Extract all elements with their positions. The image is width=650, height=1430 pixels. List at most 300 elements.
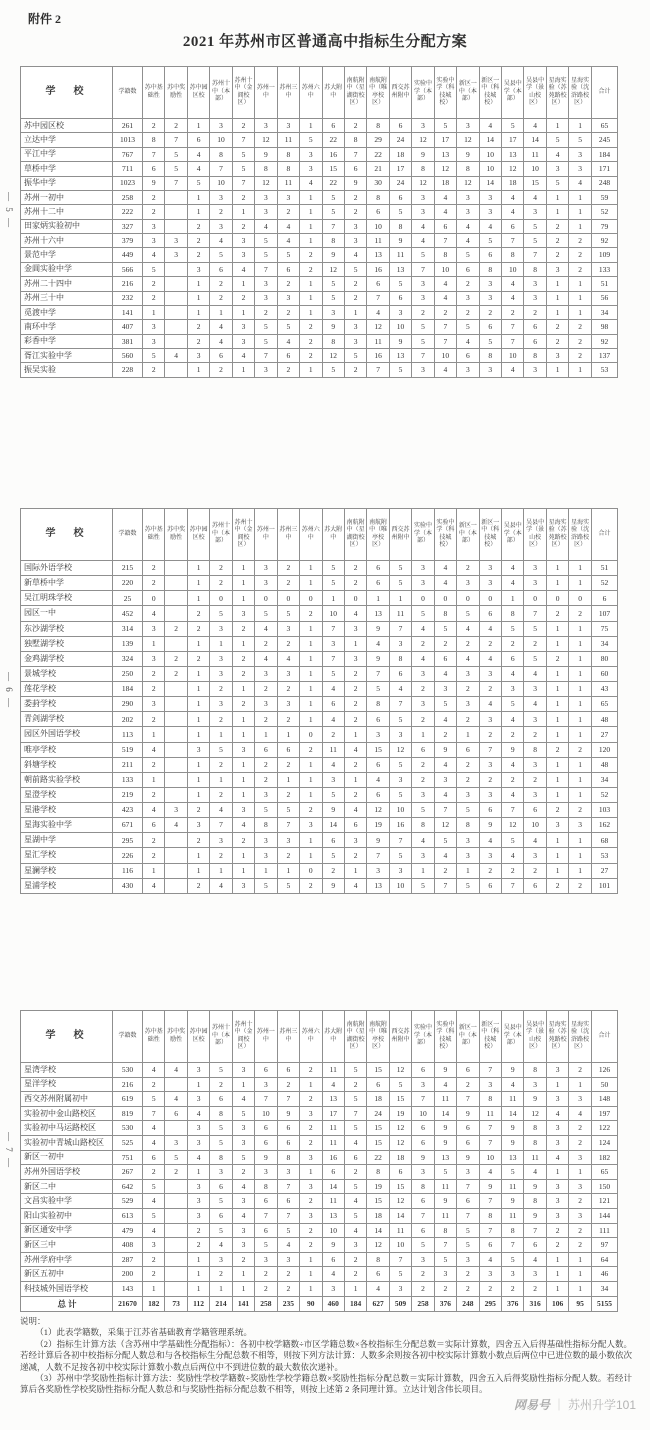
table-row — [21, 277, 618, 291]
value-cell: 5 — [210, 1063, 232, 1078]
value-cell: 2 — [277, 305, 299, 319]
value-cell: 11 — [322, 1194, 344, 1209]
column-header: 苏中奖励性 — [165, 67, 187, 119]
value-cell: 613 — [113, 1208, 143, 1223]
value-cell: 1013 — [113, 133, 143, 147]
value-cell: 7 — [143, 147, 165, 161]
value-cell: 112 — [187, 1296, 209, 1312]
value-cell: 1 — [569, 119, 592, 133]
value-cell: 250 — [113, 666, 143, 681]
value-cell — [165, 1238, 187, 1253]
value-cell: 5 — [569, 133, 592, 147]
value-cell: 1 — [300, 363, 322, 378]
value-cell: 184 — [113, 682, 143, 697]
value-cell: 2 — [344, 1165, 366, 1180]
value-cell: 4 — [434, 712, 456, 727]
value-cell: 7 — [457, 1092, 479, 1107]
value-cell: 1 — [300, 1281, 322, 1296]
value-cell: 3 — [524, 561, 546, 576]
value-cell: 3 — [143, 1238, 165, 1253]
value-cell: 2 — [524, 1281, 546, 1296]
value-cell: 3 — [524, 848, 546, 863]
school-name-cell: 新区通安中学 — [21, 1223, 113, 1238]
value-cell: 3 — [232, 334, 254, 348]
value-cell: 3 — [457, 1252, 479, 1267]
value-cell: 8 — [479, 1092, 501, 1107]
column-header: 星海实验（苏苑路校区） — [546, 509, 568, 561]
value-cell: 11 — [277, 133, 299, 147]
header-row — [21, 509, 618, 561]
value-cell: 3 — [300, 818, 322, 833]
value-cell: 1 — [232, 591, 254, 606]
value-cell: 13 — [502, 147, 524, 161]
value-cell: 4 — [165, 1063, 187, 1078]
column-header: 苏中奖励性 — [165, 1011, 187, 1063]
watermark-divider: ｜ — [552, 1398, 565, 1412]
value-cell: 5 — [322, 363, 344, 378]
column-header: 新区一中（本部） — [457, 509, 479, 561]
school-name-cell: 阳山实验初中 — [21, 1208, 113, 1223]
value-cell: 530 — [113, 1063, 143, 1078]
value-cell: 216 — [113, 277, 143, 291]
value-cell: 4 — [255, 651, 277, 666]
value-cell: 95 — [569, 1296, 592, 1312]
value-cell: 5 — [344, 1063, 366, 1078]
value-cell: 9 — [322, 248, 344, 262]
value-cell: 1 — [300, 1077, 322, 1092]
value-cell: 3 — [322, 305, 344, 319]
column-header-school: 学 校 — [21, 1011, 113, 1063]
value-cell: 4 — [210, 234, 232, 248]
table-row — [21, 666, 618, 681]
value-cell: 109 — [592, 248, 618, 262]
value-cell: 17 — [434, 133, 456, 147]
value-cell: 3 — [232, 606, 254, 621]
table-row — [21, 162, 618, 176]
value-cell: 1 — [210, 305, 232, 319]
value-cell: 5 — [277, 606, 299, 621]
value-cell: 11 — [434, 1208, 456, 1223]
value-cell: 15 — [367, 742, 389, 757]
value-cell: 184 — [344, 1296, 366, 1312]
value-cell: 12 — [389, 1121, 411, 1136]
value-cell: 3 — [479, 363, 501, 378]
value-cell: 4 — [232, 1179, 254, 1194]
value-cell: 2 — [187, 219, 209, 233]
value-cell: 5 — [389, 1267, 411, 1282]
value-cell: 2 — [210, 787, 232, 802]
value-cell: 15 — [367, 1135, 389, 1150]
value-cell: 12 — [434, 162, 456, 176]
value-cell: 2 — [524, 727, 546, 742]
column-header: 新区一中（本部） — [457, 67, 479, 119]
value-cell: 9 — [479, 1179, 501, 1194]
value-cell: 4 — [479, 621, 501, 636]
quota-table-2 — [20, 508, 618, 894]
value-cell: 5 — [255, 606, 277, 621]
value-cell: 4 — [277, 234, 299, 248]
value-cell: 5 — [344, 349, 366, 363]
value-cell: 6 — [277, 1194, 299, 1209]
value-cell: 3 — [412, 697, 434, 712]
value-cell: 4 — [479, 1252, 501, 1267]
value-cell: 34 — [592, 305, 618, 319]
column-header: 苏州一中 — [255, 67, 277, 119]
value-cell: 2 — [569, 349, 592, 363]
value-cell: 5 — [502, 697, 524, 712]
value-cell: 10 — [479, 1150, 501, 1165]
value-cell: 1 — [569, 712, 592, 727]
value-cell: 6 — [479, 320, 501, 334]
value-cell: 12 — [322, 262, 344, 276]
value-cell: 7 — [502, 1238, 524, 1253]
table-row — [21, 606, 618, 621]
value-cell: 3 — [479, 190, 501, 204]
value-cell: 3 — [524, 712, 546, 727]
value-cell: 1 — [277, 727, 299, 742]
value-cell: 3 — [255, 1077, 277, 1092]
value-cell: 0 — [434, 591, 456, 606]
value-cell: 7 — [367, 848, 389, 863]
table-row — [21, 651, 618, 666]
value-cell: 11 — [502, 1208, 524, 1223]
value-cell: 5 — [434, 621, 456, 636]
value-cell: 211 — [113, 757, 143, 772]
value-cell: 12 — [255, 133, 277, 147]
value-cell: 2 — [300, 1238, 322, 1253]
value-cell: 4 — [367, 305, 389, 319]
value-cell: 5 — [412, 1238, 434, 1253]
value-cell: 3 — [479, 1267, 501, 1282]
value-cell: 3 — [546, 1179, 568, 1194]
value-cell: 200 — [113, 1267, 143, 1282]
value-cell: 9 — [434, 1063, 456, 1078]
value-cell: 6 — [344, 818, 366, 833]
school-name-cell: 朝前路实验学校 — [21, 772, 113, 787]
value-cell: 4 — [143, 1223, 165, 1238]
value-cell: 8 — [277, 162, 299, 176]
value-cell: 27 — [592, 863, 618, 878]
value-cell: 11 — [389, 606, 411, 621]
value-cell: 3 — [187, 1179, 209, 1194]
value-cell: 7 — [434, 320, 456, 334]
value-cell: 3 — [479, 205, 501, 219]
value-cell: 228 — [113, 363, 143, 378]
value-cell: 2 — [344, 697, 366, 712]
value-cell: 13 — [389, 262, 411, 276]
column-header: 新区一中（本部） — [457, 1011, 479, 1063]
value-cell: 4 — [165, 1092, 187, 1107]
value-cell: 3 — [300, 1208, 322, 1223]
value-cell: 22 — [367, 147, 389, 161]
value-cell: 3 — [210, 621, 232, 636]
value-cell: 2 — [143, 682, 165, 697]
value-cell: 2 — [210, 561, 232, 576]
value-cell: 6 — [255, 1194, 277, 1209]
value-cell: 2 — [255, 682, 277, 697]
value-cell: 6 — [277, 262, 299, 276]
value-cell: 15 — [322, 162, 344, 176]
value-cell: 4 — [322, 757, 344, 772]
table-row — [21, 291, 618, 305]
value-cell: 3 — [143, 320, 165, 334]
value-cell: 5 — [389, 848, 411, 863]
value-cell: 1 — [232, 787, 254, 802]
school-name-cell: 总计 — [21, 1296, 113, 1312]
value-cell: 25 — [113, 591, 143, 606]
column-header: 苏中园区校 — [187, 1011, 209, 1063]
value-cell: 3 — [479, 787, 501, 802]
value-cell: 1 — [300, 219, 322, 233]
value-cell: 3 — [479, 757, 501, 772]
value-cell: 10 — [524, 162, 546, 176]
value-cell: 7 — [524, 248, 546, 262]
value-cell: 9 — [367, 833, 389, 848]
value-cell: 7 — [277, 1208, 299, 1223]
value-cell: 3 — [412, 666, 434, 681]
value-cell: 5 — [210, 742, 232, 757]
value-cell: 2 — [412, 1267, 434, 1282]
value-cell: 3 — [165, 248, 187, 262]
column-header: 苏大附中 — [322, 1011, 344, 1063]
value-cell: 6 — [457, 1194, 479, 1209]
school-name-cell: 国际外语学校 — [21, 561, 113, 576]
column-header: 吴县中学（本部） — [502, 67, 524, 119]
value-cell: 1 — [187, 1165, 209, 1180]
value-cell: 11 — [322, 742, 344, 757]
value-cell: 5 — [457, 878, 479, 893]
value-cell: 4 — [232, 1092, 254, 1107]
value-cell: 4 — [367, 772, 389, 787]
value-cell — [165, 1121, 187, 1136]
value-cell: 5 — [389, 787, 411, 802]
school-name-cell: 苏州十六中 — [21, 234, 113, 248]
value-cell: 10 — [479, 162, 501, 176]
value-cell: 3 — [277, 291, 299, 305]
school-name-cell: 金鸡湖学校 — [21, 651, 113, 666]
value-cell: 7 — [255, 1208, 277, 1223]
value-cell: 5 — [389, 576, 411, 591]
value-cell: 287 — [113, 1252, 143, 1267]
value-cell: 8 — [524, 262, 546, 276]
value-cell: 1 — [232, 277, 254, 291]
value-cell: 116 — [113, 863, 143, 878]
value-cell: 3 — [165, 1135, 187, 1150]
value-cell: 3 — [187, 818, 209, 833]
value-cell: 6 — [479, 878, 501, 893]
value-cell: 5155 — [592, 1296, 618, 1312]
value-cell: 8 — [277, 147, 299, 161]
value-cell: 8 — [367, 119, 389, 133]
value-cell: 11 — [502, 1179, 524, 1194]
value-cell: 9 — [412, 147, 434, 161]
value-cell: 6 — [592, 591, 618, 606]
school-name-cell: 星澜学校 — [21, 863, 113, 878]
value-cell: 4 — [322, 1267, 344, 1282]
value-cell: 2 — [277, 576, 299, 591]
value-cell: 408 — [113, 1238, 143, 1253]
value-cell: 5 — [210, 606, 232, 621]
value-cell: 1 — [569, 561, 592, 576]
value-cell: 4 — [434, 848, 456, 863]
value-cell: 12 — [389, 1063, 411, 1078]
value-cell: 184 — [592, 147, 618, 161]
value-cell: 4 — [344, 606, 366, 621]
value-cell: 6 — [434, 651, 456, 666]
value-cell: 22 — [322, 176, 344, 190]
value-cell: 11 — [322, 1135, 344, 1150]
value-cell: 24 — [389, 133, 411, 147]
value-cell: 4 — [210, 320, 232, 334]
value-cell: 3 — [412, 561, 434, 576]
value-cell: 1 — [187, 363, 209, 378]
value-cell: 2 — [232, 291, 254, 305]
value-cell: 3 — [232, 234, 254, 248]
table-row — [21, 1238, 618, 1253]
value-cell: 1 — [569, 666, 592, 681]
value-cell: 6 — [187, 133, 209, 147]
value-cell: 5 — [165, 162, 187, 176]
value-cell: 4 — [187, 1150, 209, 1165]
value-cell: 1 — [232, 1267, 254, 1282]
value-cell: 5 — [389, 561, 411, 576]
value-cell: 4 — [300, 176, 322, 190]
value-cell: 2 — [210, 757, 232, 772]
value-cell: 2 — [479, 727, 501, 742]
value-cell: 6 — [277, 1121, 299, 1136]
value-cell: 2 — [479, 305, 501, 319]
value-cell: 126 — [592, 1063, 618, 1078]
value-cell: 1 — [569, 848, 592, 863]
value-cell: 3 — [210, 219, 232, 233]
value-cell: 4 — [524, 1252, 546, 1267]
value-cell: 4 — [412, 621, 434, 636]
value-cell: 2 — [255, 1281, 277, 1296]
value-cell: 162 — [592, 818, 618, 833]
value-cell: 6 — [367, 787, 389, 802]
value-cell: 1 — [457, 727, 479, 742]
value-cell: 2 — [187, 878, 209, 893]
value-cell: 10 — [502, 349, 524, 363]
value-cell: 0 — [300, 863, 322, 878]
value-cell: 1 — [232, 561, 254, 576]
value-cell: 2 — [569, 262, 592, 276]
value-cell: 0 — [479, 591, 501, 606]
value-cell: 5 — [255, 878, 277, 893]
value-cell: 8 — [457, 162, 479, 176]
value-cell: 6 — [322, 1165, 344, 1180]
value-cell: 150 — [592, 1179, 618, 1194]
value-cell: 2 — [232, 1252, 254, 1267]
value-cell: 2 — [479, 1281, 501, 1296]
value-cell: 2 — [143, 833, 165, 848]
value-cell: 5 — [187, 176, 209, 190]
column-header: 苏大附中 — [322, 509, 344, 561]
value-cell: 3 — [344, 219, 366, 233]
value-cell: 3 — [300, 1179, 322, 1194]
value-cell: 1 — [232, 682, 254, 697]
value-cell: 13 — [322, 1092, 344, 1107]
value-cell: 4 — [143, 742, 165, 757]
value-cell: 5 — [389, 363, 411, 378]
value-cell: 171 — [592, 162, 618, 176]
value-cell: 3 — [479, 848, 501, 863]
value-cell: 7 — [277, 818, 299, 833]
value-cell: 2 — [143, 712, 165, 727]
school-name-cell: 星湾学校 — [21, 1063, 113, 1078]
value-cell: 2 — [546, 334, 568, 348]
value-cell: 619 — [113, 1092, 143, 1107]
value-cell: 216 — [113, 1077, 143, 1092]
column-header-school: 学 校 — [21, 509, 113, 561]
value-cell: 12 — [412, 133, 434, 147]
value-cell: 2 — [322, 727, 344, 742]
value-cell: 2 — [344, 119, 366, 133]
value-cell: 1 — [344, 1281, 366, 1296]
value-cell: 2 — [143, 363, 165, 378]
value-cell: 3 — [300, 147, 322, 161]
value-cell: 3 — [502, 682, 524, 697]
value-cell: 2 — [300, 1223, 322, 1238]
value-cell: 8 — [367, 1252, 389, 1267]
value-cell: 3 — [389, 1281, 411, 1296]
value-cell: 3 — [546, 818, 568, 833]
value-cell: 6 — [457, 262, 479, 276]
quota-table-3 — [20, 1010, 618, 1312]
value-cell: 1 — [187, 636, 209, 651]
value-cell: 5 — [434, 833, 456, 848]
value-cell: 2 — [277, 363, 299, 378]
value-cell: 1 — [569, 727, 592, 742]
value-cell: 5 — [232, 162, 254, 176]
value-cell: 2 — [569, 1135, 592, 1150]
value-cell: 4 — [524, 833, 546, 848]
value-cell: 1 — [569, 1267, 592, 1282]
value-cell: 3 — [344, 651, 366, 666]
value-cell: 3 — [322, 1281, 344, 1296]
value-cell: 7 — [502, 878, 524, 893]
value-cell: 8 — [255, 162, 277, 176]
value-cell: 2 — [344, 712, 366, 727]
value-cell: 2 — [524, 772, 546, 787]
value-cell: 2 — [143, 1252, 165, 1267]
table-row — [21, 190, 618, 204]
value-cell: 143 — [113, 1281, 143, 1296]
value-cell: 2 — [210, 291, 232, 305]
value-cell: 6 — [434, 219, 456, 233]
value-cell — [165, 833, 187, 848]
value-cell: 3 — [300, 1106, 322, 1121]
school-name-cell: 苏州外国语学校 — [21, 1165, 113, 1180]
value-cell: 144 — [592, 1208, 618, 1223]
value-cell: 10 — [210, 176, 232, 190]
value-cell: 15 — [367, 1121, 389, 1136]
value-cell: 6 — [322, 697, 344, 712]
value-cell: 6 — [479, 606, 501, 621]
value-cell: 6 — [389, 666, 411, 681]
value-cell: 6 — [322, 833, 344, 848]
value-cell: 4 — [502, 848, 524, 863]
value-cell: 0 — [300, 591, 322, 606]
value-cell: 6 — [277, 742, 299, 757]
value-cell: 5 — [502, 119, 524, 133]
value-cell: 4 — [502, 277, 524, 291]
value-cell: 5 — [502, 621, 524, 636]
value-cell: 2 — [232, 697, 254, 712]
value-cell: 101 — [592, 878, 618, 893]
value-cell: 2 — [344, 576, 366, 591]
school-name-cell: 星洋学校 — [21, 1077, 113, 1092]
